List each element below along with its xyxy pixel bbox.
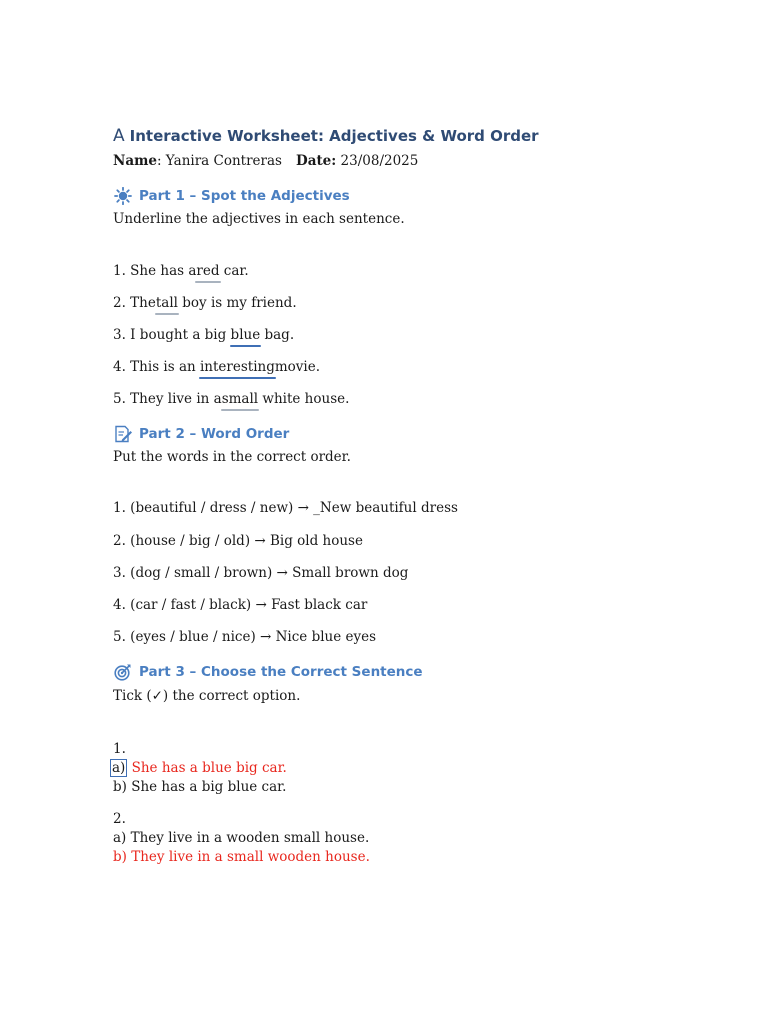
part3-instruction: Tick (✓) the correct option. xyxy=(113,688,301,704)
item-text: bag. xyxy=(260,327,295,343)
part1-item-3 xyxy=(113,326,294,344)
part1-item-5 xyxy=(113,390,349,408)
date-label: Date: xyxy=(295,153,337,169)
part1-instruction: Underline the adjectives in each sentence. xyxy=(113,211,405,227)
sun-icon xyxy=(113,187,133,205)
target-icon xyxy=(113,663,133,681)
option-b-label[interactable]: b) xyxy=(113,849,127,865)
item-text: 5. They live in a xyxy=(113,391,222,407)
part2-item-5[interactable]: 5. (eyes / blue / nice) → Nice blue eyes xyxy=(113,629,377,645)
item-text: 4. This is an xyxy=(113,359,200,375)
underlined-adjective[interactable]: blue xyxy=(230,327,261,343)
question-2-option-b[interactable] xyxy=(113,848,370,866)
question-2-option-a[interactable]: a) They live in a wooden small house. xyxy=(113,830,370,846)
underlined-adjective[interactable]: small xyxy=(221,391,259,407)
question-1-number: 1. xyxy=(113,741,126,757)
item-text: boy is my friend. xyxy=(177,295,297,311)
part1-item-2 xyxy=(113,294,297,312)
date-value[interactable]: 23/08/2025 xyxy=(336,153,419,169)
item-text: movie. xyxy=(274,359,321,375)
part1-item-4 xyxy=(113,358,320,376)
part1-heading xyxy=(113,187,350,205)
part2-item-1[interactable]: 1. (beautiful / dress / new) → _New beautiful dress xyxy=(113,500,458,516)
underlined-adjective[interactable]: interesting xyxy=(199,359,275,375)
title-glyph: A xyxy=(113,126,125,146)
part2-item-4[interactable]: 4. (car / fast / black) → Fast black car xyxy=(113,597,368,613)
title-text: Interactive Worksheet: Adjectives & Word Order xyxy=(129,127,539,145)
part1-item-1 xyxy=(113,262,249,280)
underlined-adjective[interactable]: tall xyxy=(155,295,178,311)
underlined-adjective[interactable]: red xyxy=(196,263,220,279)
item-text: car. xyxy=(219,263,249,279)
part1-heading-text: Part 1 – Spot the Adjectives xyxy=(139,188,350,204)
item-text: 2. The xyxy=(113,295,156,311)
part2-instruction: Put the words in the correct order. xyxy=(113,449,351,465)
question-2-number: 2. xyxy=(113,811,126,827)
part2-heading xyxy=(113,425,289,443)
item-text: 1. She has a xyxy=(113,263,197,279)
question-1-option-a[interactable] xyxy=(113,759,287,777)
option-b-text: They live in a small wooden house. xyxy=(126,849,370,865)
question-1-option-b[interactable]: b) She has a big blue car. xyxy=(113,779,287,795)
page-title xyxy=(113,127,539,145)
option-a-label[interactable]: a) xyxy=(112,760,126,776)
item-text: 3. I bought a big xyxy=(113,327,231,343)
part2-item-3[interactable]: 3. (dog / small / brown) → Small brown dog xyxy=(113,565,409,581)
part3-heading-text: Part 3 – Choose the Correct Sentence xyxy=(139,664,423,680)
part2-item-2[interactable]: 2. (house / big / old) → Big old house xyxy=(113,533,363,549)
student-info xyxy=(113,152,418,170)
edit-note-icon xyxy=(113,425,133,443)
name-label: Name xyxy=(113,153,157,169)
part3-heading xyxy=(113,663,423,681)
name-value[interactable]: : Yanira Contreras xyxy=(156,153,282,169)
option-a-text: She has a blue big car. xyxy=(127,760,287,776)
item-text: white house. xyxy=(258,391,350,407)
part2-heading-text: Part 2 – Word Order xyxy=(139,426,290,442)
